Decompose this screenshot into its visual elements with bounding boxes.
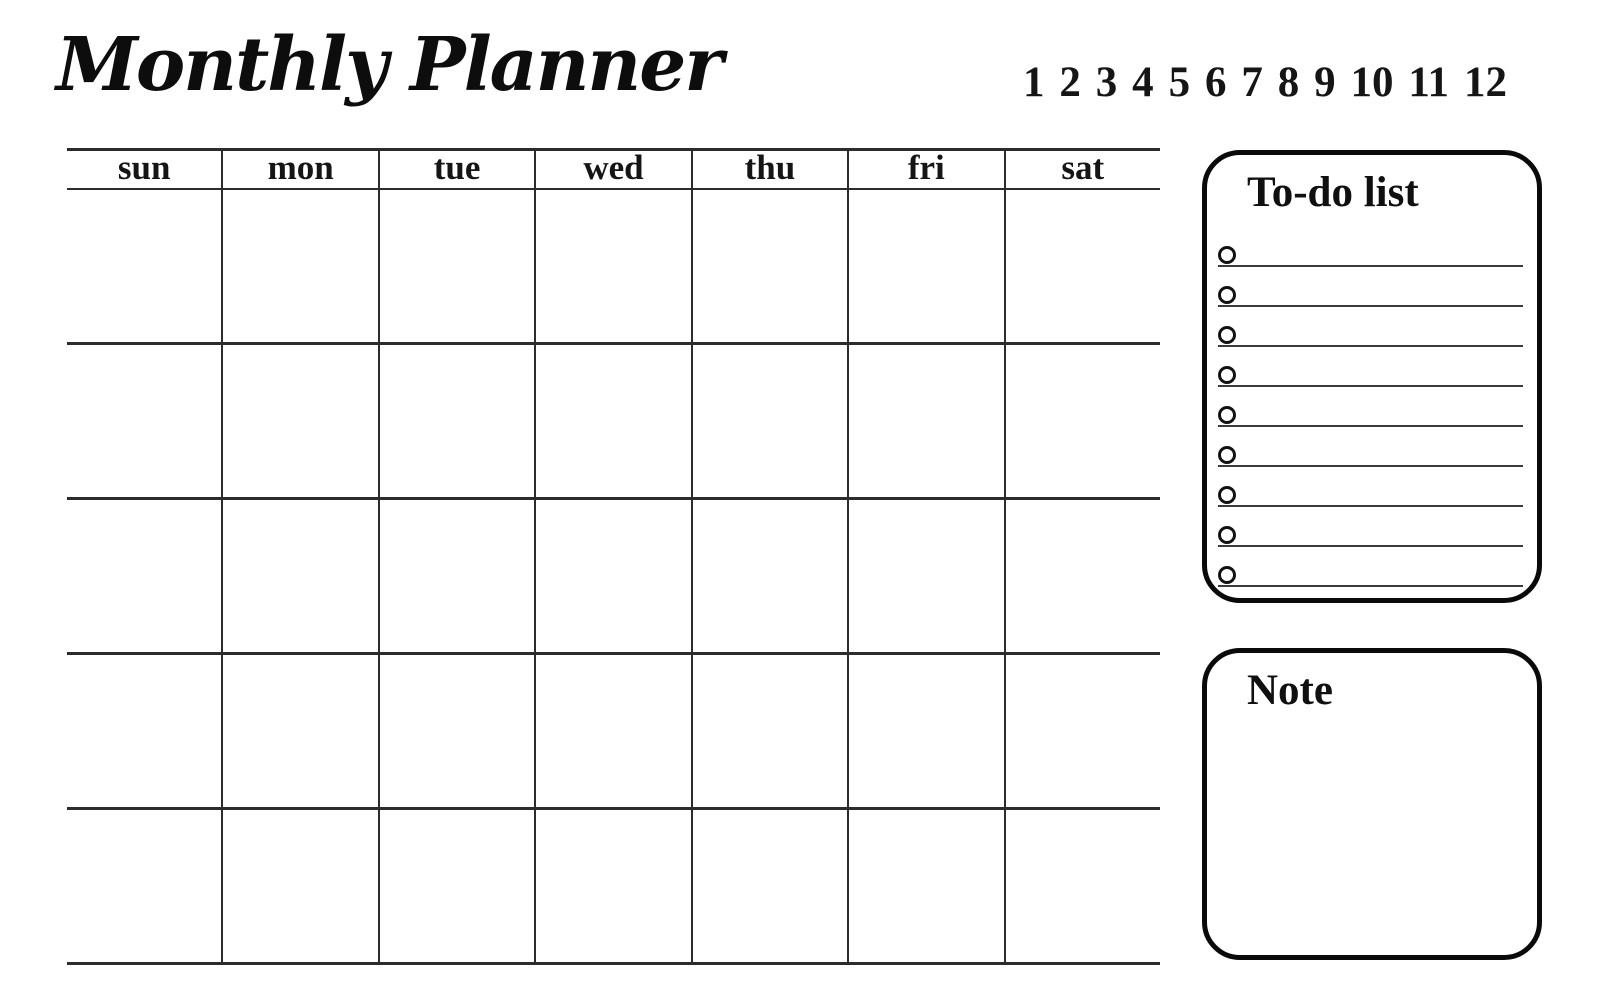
todo-item[interactable] xyxy=(1218,467,1523,507)
calendar-cell[interactable] xyxy=(691,500,847,652)
month-number-7: 7 xyxy=(1241,59,1263,106)
month-number-1: 1 xyxy=(1023,59,1045,106)
calendar-cell[interactable] xyxy=(378,655,534,807)
month-number-12: 12 xyxy=(1463,59,1507,106)
week-row-2 xyxy=(67,345,1160,500)
day-header-thu: thu xyxy=(691,151,847,188)
todo-checkbox-icon[interactable] xyxy=(1218,246,1236,264)
todo-item[interactable] xyxy=(1218,227,1523,267)
calendar-cell[interactable] xyxy=(1004,810,1160,962)
calendar-cell[interactable] xyxy=(534,655,690,807)
calendar-header-row xyxy=(67,147,1160,190)
calendar-cell[interactable] xyxy=(221,500,377,652)
todo-checkbox-icon[interactable] xyxy=(1218,406,1236,424)
calendar-cell[interactable] xyxy=(847,655,1003,807)
week-row-4 xyxy=(67,655,1160,810)
calendar-cell[interactable] xyxy=(847,500,1003,652)
month-number-3: 3 xyxy=(1095,59,1118,106)
calendar-cell[interactable] xyxy=(67,810,221,962)
todo-item[interactable] xyxy=(1218,387,1523,427)
calendar-cell[interactable] xyxy=(534,345,690,497)
month-number-9: 9 xyxy=(1314,59,1336,106)
day-header-wed: wed xyxy=(534,151,690,188)
month-number-4: 4 xyxy=(1132,59,1154,106)
todo-item[interactable] xyxy=(1218,267,1523,307)
calendar-cell[interactable] xyxy=(221,655,377,807)
month-number-2: 2 xyxy=(1059,59,1081,106)
calendar-cell[interactable] xyxy=(221,190,377,342)
todo-checkbox-icon[interactable] xyxy=(1218,526,1236,544)
day-header-sun: sun xyxy=(117,147,171,187)
note-title: Note xyxy=(1247,667,1333,714)
todo-checkbox-icon[interactable] xyxy=(1218,366,1236,384)
todo-checkbox-icon[interactable] xyxy=(1218,486,1236,504)
day-header-tue: tue xyxy=(378,151,534,188)
calendar-cell[interactable] xyxy=(847,190,1003,342)
calendar-cell[interactable] xyxy=(1004,345,1160,497)
month-number-10: 10 xyxy=(1350,59,1394,106)
todo-items xyxy=(1218,227,1523,587)
page-title: Monthly Planner xyxy=(56,22,722,108)
month-number-8: 8 xyxy=(1277,59,1300,106)
calendar-cell[interactable] xyxy=(67,190,221,342)
note-area[interactable] xyxy=(1219,725,1525,943)
calendar-cell[interactable] xyxy=(691,345,847,497)
calendar-cell[interactable] xyxy=(378,190,534,342)
calendar-cell[interactable] xyxy=(1004,655,1160,807)
week-row-3 xyxy=(67,500,1160,655)
todo-list-box xyxy=(1202,150,1542,603)
calendar-cell[interactable] xyxy=(378,345,534,497)
calendar-cell[interactable] xyxy=(221,810,377,962)
todo-list-title: To-do list xyxy=(1247,169,1419,216)
calendar-cell[interactable] xyxy=(534,500,690,652)
calendar-cell[interactable] xyxy=(378,810,534,962)
month-number-11: 11 xyxy=(1408,59,1450,106)
todo-checkbox-icon[interactable] xyxy=(1218,446,1236,464)
calendar-cell[interactable] xyxy=(534,810,690,962)
calendar-cell[interactable] xyxy=(847,810,1003,962)
calendar-cell[interactable] xyxy=(691,810,847,962)
calendar-cell[interactable] xyxy=(534,190,690,342)
calendar-cell[interactable] xyxy=(691,190,847,342)
todo-checkbox-icon[interactable] xyxy=(1218,286,1236,304)
week-row-1 xyxy=(67,190,1160,345)
month-numbers xyxy=(1023,58,1507,107)
calendar-cell[interactable] xyxy=(67,500,221,652)
calendar-cell[interactable] xyxy=(221,345,377,497)
day-header-fri: fri xyxy=(847,151,1003,188)
week-row-5 xyxy=(67,810,1160,962)
calendar-cell[interactable] xyxy=(1004,190,1160,342)
month-number-5: 5 xyxy=(1168,59,1191,106)
calendar-cell[interactable] xyxy=(378,500,534,652)
note-box xyxy=(1202,648,1542,960)
month-number-6: 6 xyxy=(1204,59,1227,106)
calendar-cell[interactable] xyxy=(67,655,221,807)
todo-checkbox-icon[interactable] xyxy=(1218,566,1236,584)
todo-item[interactable] xyxy=(1218,307,1523,347)
calendar-cell[interactable] xyxy=(691,655,847,807)
todo-item[interactable] xyxy=(1218,347,1523,387)
calendar-grid xyxy=(67,148,1160,965)
calendar-cell[interactable] xyxy=(67,345,221,497)
calendar-cell[interactable] xyxy=(1004,500,1160,652)
day-header-sat: sat xyxy=(1004,151,1160,188)
calendar-cell[interactable] xyxy=(847,345,1003,497)
todo-checkbox-icon[interactable] xyxy=(1218,326,1236,344)
todo-item[interactable] xyxy=(1218,547,1523,587)
day-header-mon: mon xyxy=(221,151,377,188)
todo-item[interactable] xyxy=(1218,507,1523,547)
todo-item[interactable] xyxy=(1218,427,1523,467)
